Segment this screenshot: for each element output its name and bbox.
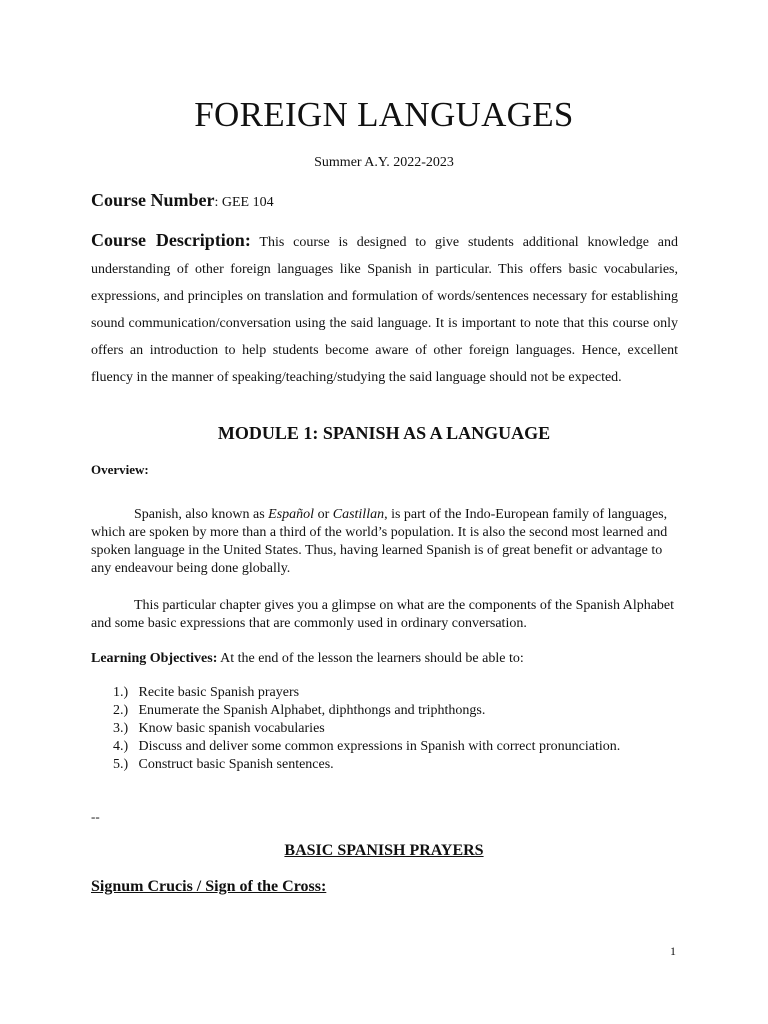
- course-description: [91, 227, 678, 391]
- academic-term: Summer A.Y. 2022-2023: [314, 155, 454, 170]
- list-item: [113, 720, 620, 738]
- course-description-label: Course Description:: [91, 230, 251, 250]
- overview-paragraph-2: [91, 597, 681, 633]
- learning-objectives-intro: At the end of the lesson the learners should be able to:: [217, 651, 524, 666]
- term-espanol: Español: [268, 507, 315, 522]
- item-text: Enumerate the Spanish Alphabet, diphthongs and triphthongs.: [138, 703, 486, 718]
- overview-p2-text: This particular chapter gives you a glimpse on what are the components of the Spanish Alphabet and some basic expressions that are commonly used in ordinary conversation.: [91, 598, 675, 631]
- learning-objectives-label: Learning Objectives:: [91, 651, 218, 666]
- list-item: [113, 738, 620, 756]
- item-text: Discuss and deliver some common expressions in Spanish with correct pronunciation.: [138, 739, 621, 754]
- item-number: 1.): [113, 685, 129, 700]
- course-number: [91, 188, 274, 215]
- objectives-list: [113, 684, 620, 774]
- course-number-value: GEE 104: [218, 195, 274, 210]
- list-item: [113, 702, 620, 720]
- item-number: 5.): [113, 757, 129, 772]
- term-castillan: Castillan: [332, 507, 385, 522]
- course-description-text: This course is designed to give students additional knowledge and understanding of other foreign languages like Spanish in particular. This offers basic vocabularies, expressions, and principles on translation and formulation of words/sentences necessary for establishing sound communication/conversation using the said language. It is important to note that this course only offers an introduction to help students become aware of other foreign languages. Hence, excellent fluency in the manner of speaking/teaching/studying the said language should not be expected.: [91, 235, 678, 385]
- item-text: Recite basic Spanish prayers: [138, 685, 300, 700]
- overview-heading: Overview:: [91, 462, 149, 477]
- item-text: Know basic spanish vocabularies: [138, 721, 325, 736]
- overview-p1-start: Spanish, also known as: [134, 507, 269, 522]
- prayer-heading: Signum Crucis / Sign of the Cross:: [91, 878, 327, 895]
- section-heading: BASIC SPANISH PRAYERS: [284, 842, 484, 859]
- course-number-separator: :: [214, 195, 219, 210]
- list-item: [113, 684, 620, 702]
- overview-p1-end: , is part of the Indo-European family of languages, which are spoken by more than a third of the world’s population. It is also the second most learned and spoken language in the United States. Thus, having learned Spanish is of great benefit or advantage to any endeavour being done globally.: [91, 507, 668, 576]
- item-number: 3.): [113, 721, 129, 736]
- learning-objectives: [91, 650, 524, 668]
- item-text: Construct basic Spanish sentences.: [138, 757, 334, 772]
- list-item: [113, 756, 620, 774]
- overview-p1-or: or: [314, 507, 333, 522]
- module-title: MODULE 1: SPANISH AS A LANGUAGE: [217, 423, 551, 443]
- document-title: FOREIGN LANGUAGES: [194, 95, 574, 134]
- overview-paragraph-1: [91, 506, 681, 578]
- item-number: 4.): [113, 739, 129, 754]
- page-number: 1: [670, 944, 676, 958]
- separator: --: [91, 809, 100, 824]
- item-number: 2.): [113, 703, 129, 718]
- course-number-label: Course Number: [91, 190, 215, 210]
